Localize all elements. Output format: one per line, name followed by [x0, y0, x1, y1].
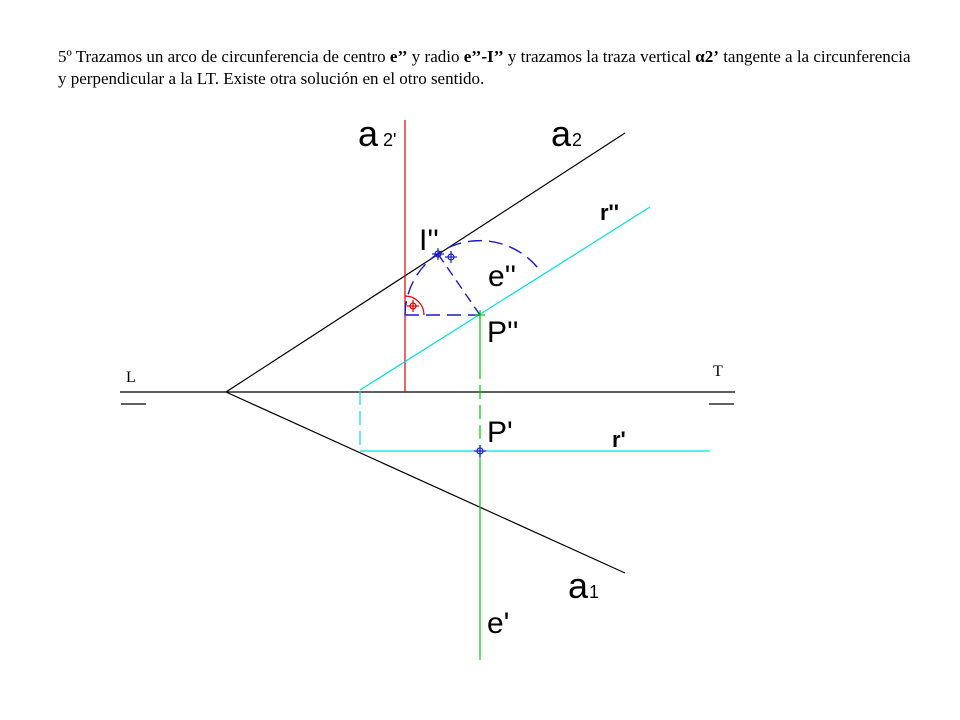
label-I-pp: I'' [419, 224, 439, 257]
label-T: T [713, 363, 723, 380]
label-e-pp: e'' [488, 260, 517, 293]
label-a2p: a [358, 113, 379, 154]
label-r-pp: r'' [600, 200, 620, 225]
line-r-pp [360, 207, 650, 390]
trace-a2 [226, 133, 625, 392]
label-a2-sub: 2 [572, 130, 583, 150]
label-P-pp: P'' [487, 316, 519, 349]
caption-text: 5º Trazamos un arco de circunferencia de centro e’’ y radio e’’-I’’ y trazamos la traza vertical α2’ tangente a la circunferencia y perpendicular a la LT. Existe otra solución en el otro sentido. [58, 47, 911, 88]
label-a1-sub: 1 [589, 582, 600, 602]
radius-e-I [438, 254, 480, 315]
label-a1: a [568, 565, 589, 606]
point-P-p-marker [474, 445, 486, 457]
tangent-mark [445, 251, 457, 263]
label-a2p-sub: 2' [383, 130, 397, 150]
label-L: L [126, 369, 136, 386]
right-angle-marker [407, 300, 419, 312]
label-a2: a [551, 113, 572, 154]
label-r-p: r' [612, 427, 626, 452]
trace-a1 [226, 392, 625, 573]
label-e-p: e' [487, 607, 510, 640]
label-P-p: P' [487, 416, 513, 449]
